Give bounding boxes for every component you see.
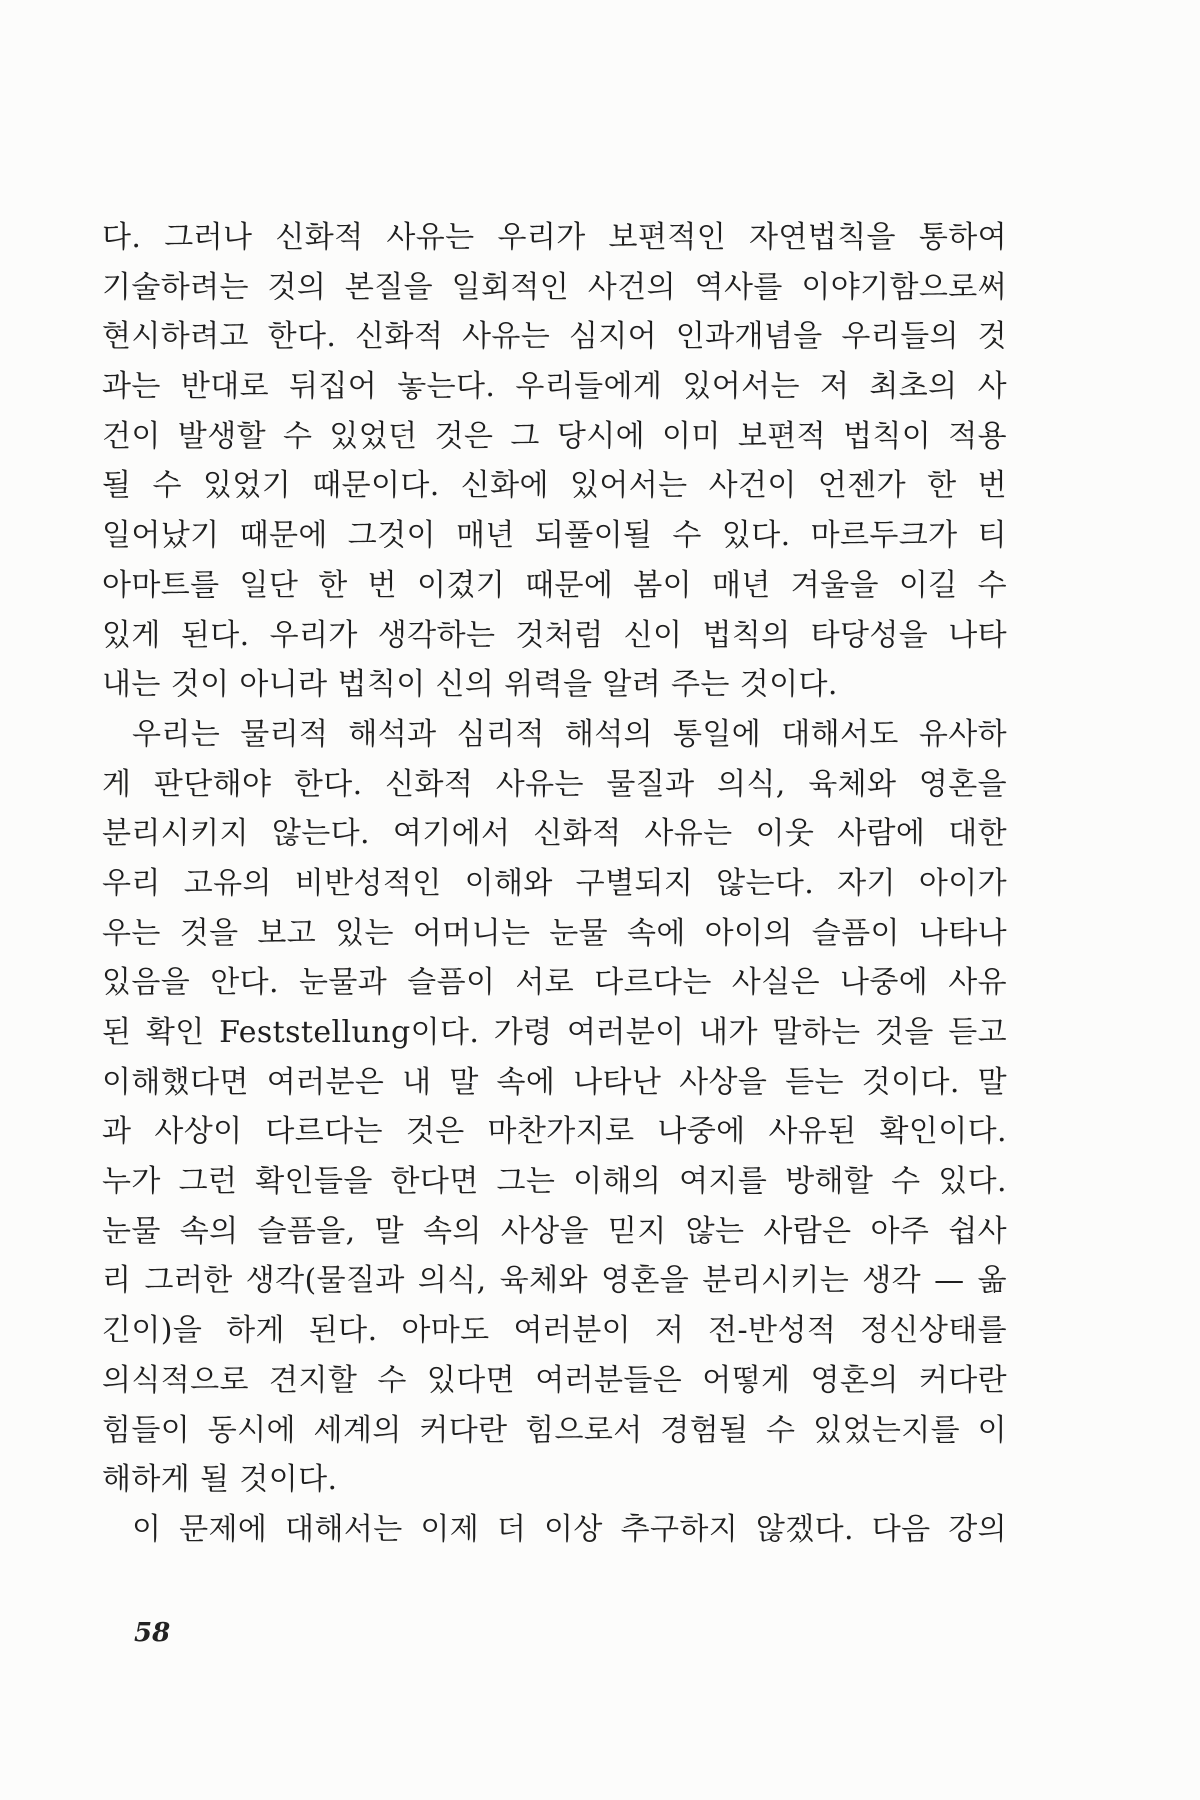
- text-line: 된 확인 Feststellung이다. 가령 여러분이 내가 말하는 것을 듣고: [102, 1015, 1007, 1050]
- text-line: 분리시키지 않는다. 여기에서 신화적 사유는 이웃 사람에 대한: [102, 816, 1007, 852]
- text-line: 누가 그런 확인들을 한다면 그는 이해의 여지를 방해할 수 있다.: [102, 1164, 1007, 1200]
- text-line: 게 판단해야 한다. 신화적 사유는 물질과 의식, 육체와 영혼을: [102, 766, 1007, 802]
- text-line: 우는 것을 보고 있는 어머니는 눈물 속에 아이의 슬픔이 나타나: [102, 915, 1007, 951]
- text-line: 이해했다면 여러분은 내 말 속에 나타난 사상을 듣는 것이다. 말: [102, 1064, 1007, 1100]
- text-line: 눈물 속의 슬픔을, 말 속의 사상을 믿지 않는 사람은 아주 쉽사: [102, 1213, 1007, 1249]
- text-line: 긴이)을 하게 된다. 아마도 여러분이 저 전-반성적 정신상태를: [102, 1313, 1007, 1349]
- page-number: 58: [134, 1618, 171, 1648]
- paragraph-start-line: 우리는 물리적 해석과 심리적 해석의 통일에 대해서도 유사하: [132, 716, 1007, 752]
- text-line: 우리 고유의 비반성적인 이해와 구별되지 않는다. 자기 아이가: [102, 865, 1007, 901]
- body-text: [102, 213, 1007, 1555]
- text-line: 건이 발생할 수 있었던 것은 그 당시에 이미 보편적 법칙이 적용: [102, 418, 1007, 454]
- text-line: 과는 반대로 뒤집어 놓는다. 우리들에게 있어서는 저 최초의 사: [102, 369, 1007, 405]
- text-line: 있음을 안다. 눈물과 슬픔이 서로 다르다는 사실은 나중에 사유: [102, 965, 1007, 1001]
- text-line: 아마트를 일단 한 번 이겼기 때문에 봄이 매년 겨울을 이길 수: [102, 567, 1007, 603]
- text-line: 해하게 될 것이다.: [102, 1462, 338, 1498]
- text-line: 있게 된다. 우리가 생각하는 것처럼 신이 법칙의 타당성을 나타: [102, 617, 1007, 653]
- text-line: 현시하려고 한다. 신화적 사유는 심지어 인과개념을 우리들의 것: [102, 319, 1007, 355]
- paragraph-start-line: 이 문제에 대해서는 이제 더 이상 추구하지 않겠다. 다음 강의: [132, 1511, 1007, 1547]
- text-line: 힘들이 동시에 세계의 커다란 힘으로서 경험될 수 있었는지를 이: [102, 1412, 1007, 1448]
- text-line: 될 수 있었기 때문이다. 신화에 있어서는 사건이 언젠가 한 번: [102, 468, 1007, 504]
- text-line: 기술하려는 것의 본질을 일회적인 사건의 역사를 이야기함으로써: [102, 269, 1007, 305]
- text-line: 의식적으로 견지할 수 있다면 여러분들은 어떻게 영혼의 커다란: [102, 1362, 1007, 1398]
- text-line: 내는 것이 아니라 법칙이 신의 위력을 알려 주는 것이다.: [102, 667, 838, 703]
- text-line: 과 사상이 다르다는 것은 마찬가지로 나중에 사유된 확인이다.: [102, 1114, 1007, 1150]
- text-line: 리 그러한 생각(물질과 의식, 육체와 영혼을 분리시키는 생각 — 옮: [102, 1263, 1007, 1299]
- text-line: 일어났기 때문에 그것이 매년 되풀이될 수 있다. 마르두크가 티: [102, 518, 1007, 554]
- text-line: 다. 그러나 신화적 사유는 우리가 보편적인 자연법칙을 통하여: [102, 220, 1007, 255]
